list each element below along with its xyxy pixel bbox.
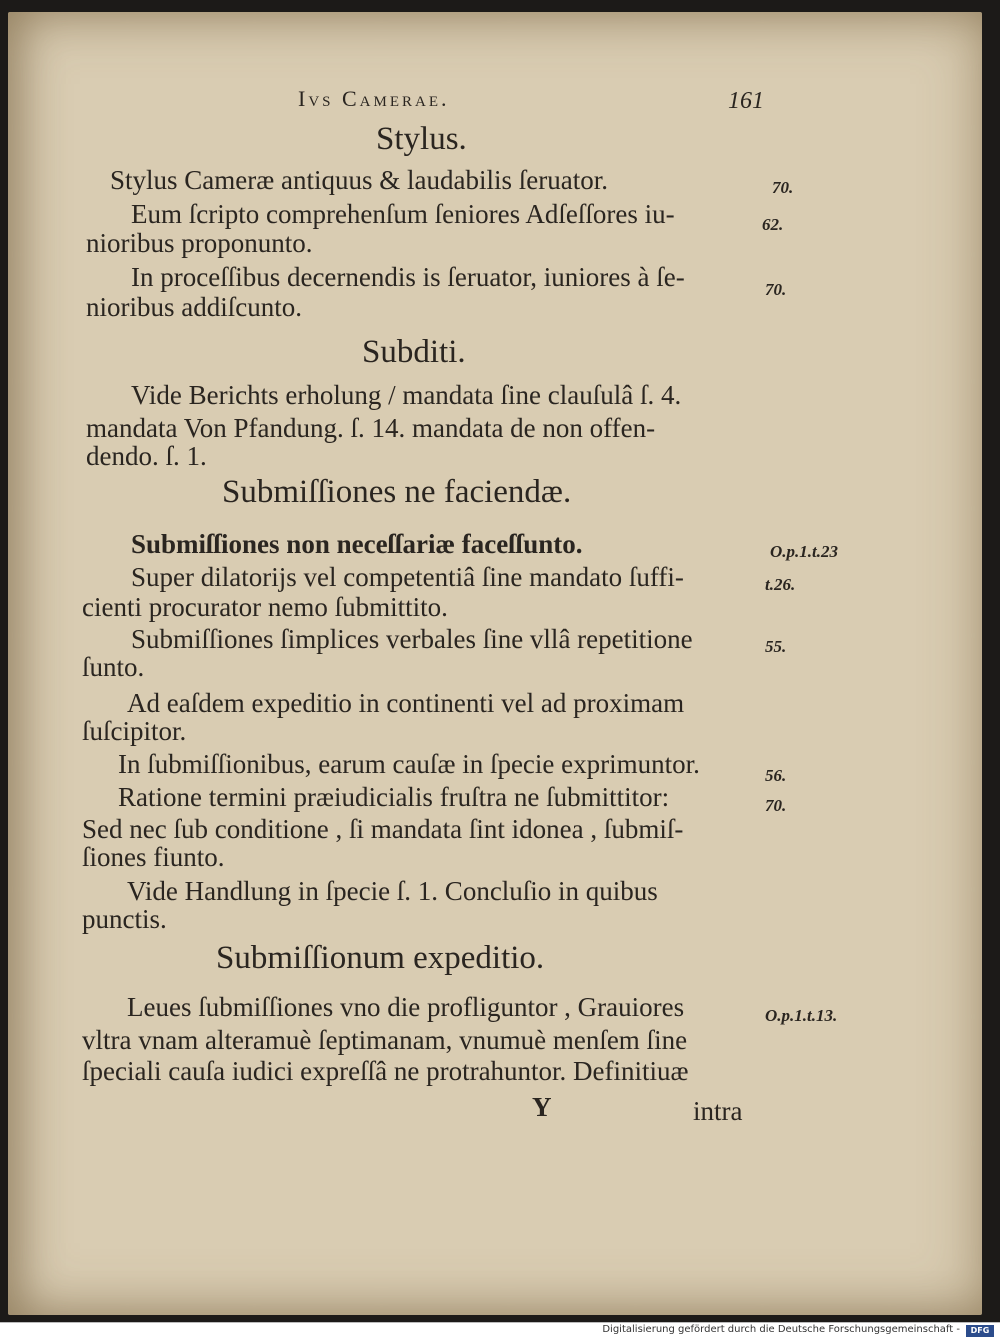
running-head: Ivs Camerae. (298, 86, 450, 111)
digitization-credit: Digitalisierung gefördert durch die Deutsche Forschungsgemeinschaft - (602, 1324, 960, 1335)
text-line: Submiſſiones non neceſſariæ faceſſunto. (131, 529, 583, 559)
margin-reference: 70. (765, 796, 787, 815)
text-line: ſunto. (82, 652, 145, 682)
text-line: vltra vnam alteramuè ſeptimanam, vnumuè menſem ſine (82, 1025, 688, 1055)
text-line: Super dilatorijs vel competentiâ ſine mandato ſuffi- (131, 562, 684, 592)
margin-reference: 70. (765, 280, 787, 299)
text-line: Vide Berichts erholung / mandata ſine clauſulâ ſ. 4. (131, 380, 682, 410)
text-line: Leues ſubmiſſiones vno die profliguntor , Grauiores (127, 992, 685, 1022)
text-line: cienti procurator nemo ſubmittito. (82, 592, 448, 622)
text-line: ſpeciali cauſa iudici expreſſâ ne protrahuntor. Definitiuæ (82, 1056, 689, 1086)
text-line: In ſubmiſſionibus, earum cauſæ in ſpecie exprimuntor. (118, 749, 700, 779)
section-heading-stylus: Stylus. (376, 121, 467, 157)
text-line: punctis. (82, 904, 167, 934)
text-line: Stylus Cameræ antiquus & laudabilis ſeruator. (110, 165, 608, 195)
margin-reference: 55. (765, 637, 787, 656)
text-line: Eum ſcripto comprehenſum ſeniores Adſeſſores iu- (131, 199, 675, 229)
margin-reference: t.26. (765, 575, 796, 594)
text-line: Ad eaſdem expeditio in continenti vel ad proximam (127, 688, 685, 718)
margin-reference: 62. (762, 215, 784, 234)
text-line: mandata Von Pfandung. ſ. 14. mandata de non offen- (86, 413, 656, 443)
signature-mark: Y (532, 1092, 552, 1122)
text-line: dendo. ſ. 1. (86, 441, 207, 471)
section-heading-expeditio: Submiſſionum expeditio. (216, 940, 545, 976)
dfg-logo-icon: DFG (966, 1325, 994, 1337)
text-line: Sed nec ſub conditione , ſi mandata ſint idonea , ſubmiſ- (82, 814, 684, 844)
text-line: ſiones fiunto. (82, 842, 225, 872)
text-line: In proceſſibus decernendis is ſeruator, iuniores à ſe- (131, 262, 685, 292)
text-line: Submiſſiones ſimplices verbales ſine vllâ repetitione (131, 624, 693, 654)
margin-reference: 56. (765, 766, 787, 785)
footer-bar (0, 1322, 1000, 1340)
margin-reference: O.p.1.t.23 (770, 542, 838, 561)
section-heading-subditi: Subditi. (362, 334, 466, 370)
text-line: nioribus addiſcunto. (86, 292, 302, 322)
text-line: Vide Handlung in ſpecie ſ. 1. Concluſio in quibus (127, 876, 658, 906)
margin-reference: O.p.1.t.13. (765, 1006, 838, 1025)
text-line: nioribus proponunto. (86, 228, 313, 258)
text-line: Ratione termini præiudicialis fruſtra ne ſubmittitor: (118, 782, 670, 812)
margin-reference: 70. (772, 178, 794, 197)
text-line: ſuſcipitor. (82, 716, 187, 746)
section-heading-submissiones: Submiſſiones ne faciendæ. (222, 474, 572, 510)
catchword: intra (693, 1096, 743, 1126)
page-number: 161 (728, 88, 764, 114)
